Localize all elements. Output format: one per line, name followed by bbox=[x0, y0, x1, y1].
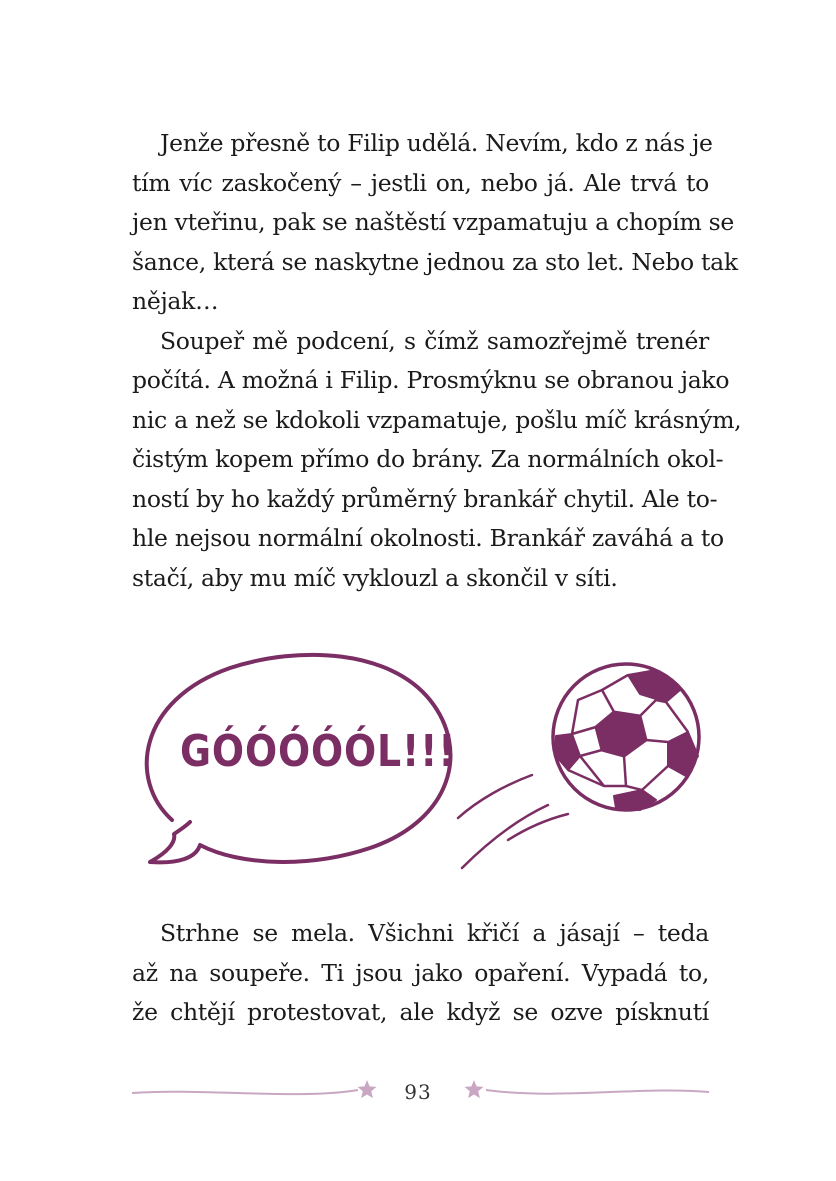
footer-rule-right bbox=[486, 1090, 709, 1094]
text-line: tím víc zaskočený – jestli on, nebo já. Ale trvá to bbox=[132, 168, 709, 197]
text-line: Strhne se mela. Všichni křičí a jásají – teda bbox=[160, 919, 709, 947]
footer-rule-left bbox=[132, 1090, 358, 1094]
text-line: stačí, aby mu míč vyklouzl a skončil v síti. bbox=[132, 563, 618, 592]
text-line: jen vteřinu, pak se naštěstí vzpamatuju a chopím se bbox=[132, 208, 735, 236]
soccer-ball-icon bbox=[553, 664, 699, 810]
star-icon bbox=[465, 1080, 484, 1098]
text-line: Soupeř mě podcení, s čímž samozřejmě trenér bbox=[160, 326, 709, 355]
text-line: že chtějí protestovat, ale když se ozve písknutí bbox=[132, 998, 709, 1026]
page-number: 93 bbox=[404, 1080, 432, 1104]
text-line: šance, která se naskytne jednou za sto let. Nebo tak bbox=[132, 247, 738, 276]
text-line: až na soupeře. Ti jsou jako opaření. Vypadá to, bbox=[132, 958, 709, 987]
text-line: Jenže přesně to Filip udělá. Nevím, kdo z nás je bbox=[160, 129, 713, 157]
star-icon bbox=[358, 1080, 377, 1098]
text-block-bottom bbox=[132, 914, 709, 1033]
text-line: hle nejsou normální okolnosti. Brankář zaváhá a to bbox=[132, 524, 724, 552]
text-block-top bbox=[132, 124, 742, 598]
text-line: nějak… bbox=[132, 287, 219, 315]
text-line: ností by ho každý průměrný brankář chytil. Ale to- bbox=[132, 484, 718, 513]
goal-shout: GÓÓÓÓÓL!!! bbox=[180, 726, 457, 777]
motion-lines-icon bbox=[458, 775, 568, 868]
text-line: nic a než se kdokoli vzpamatuje, pošlu míč krásným, bbox=[132, 405, 742, 434]
text-line: počítá. A možná i Filip. Prosmýknu se obranou jako bbox=[132, 366, 730, 394]
text-line: čistým kopem přímo do brány. Za normálních okol- bbox=[132, 445, 724, 473]
